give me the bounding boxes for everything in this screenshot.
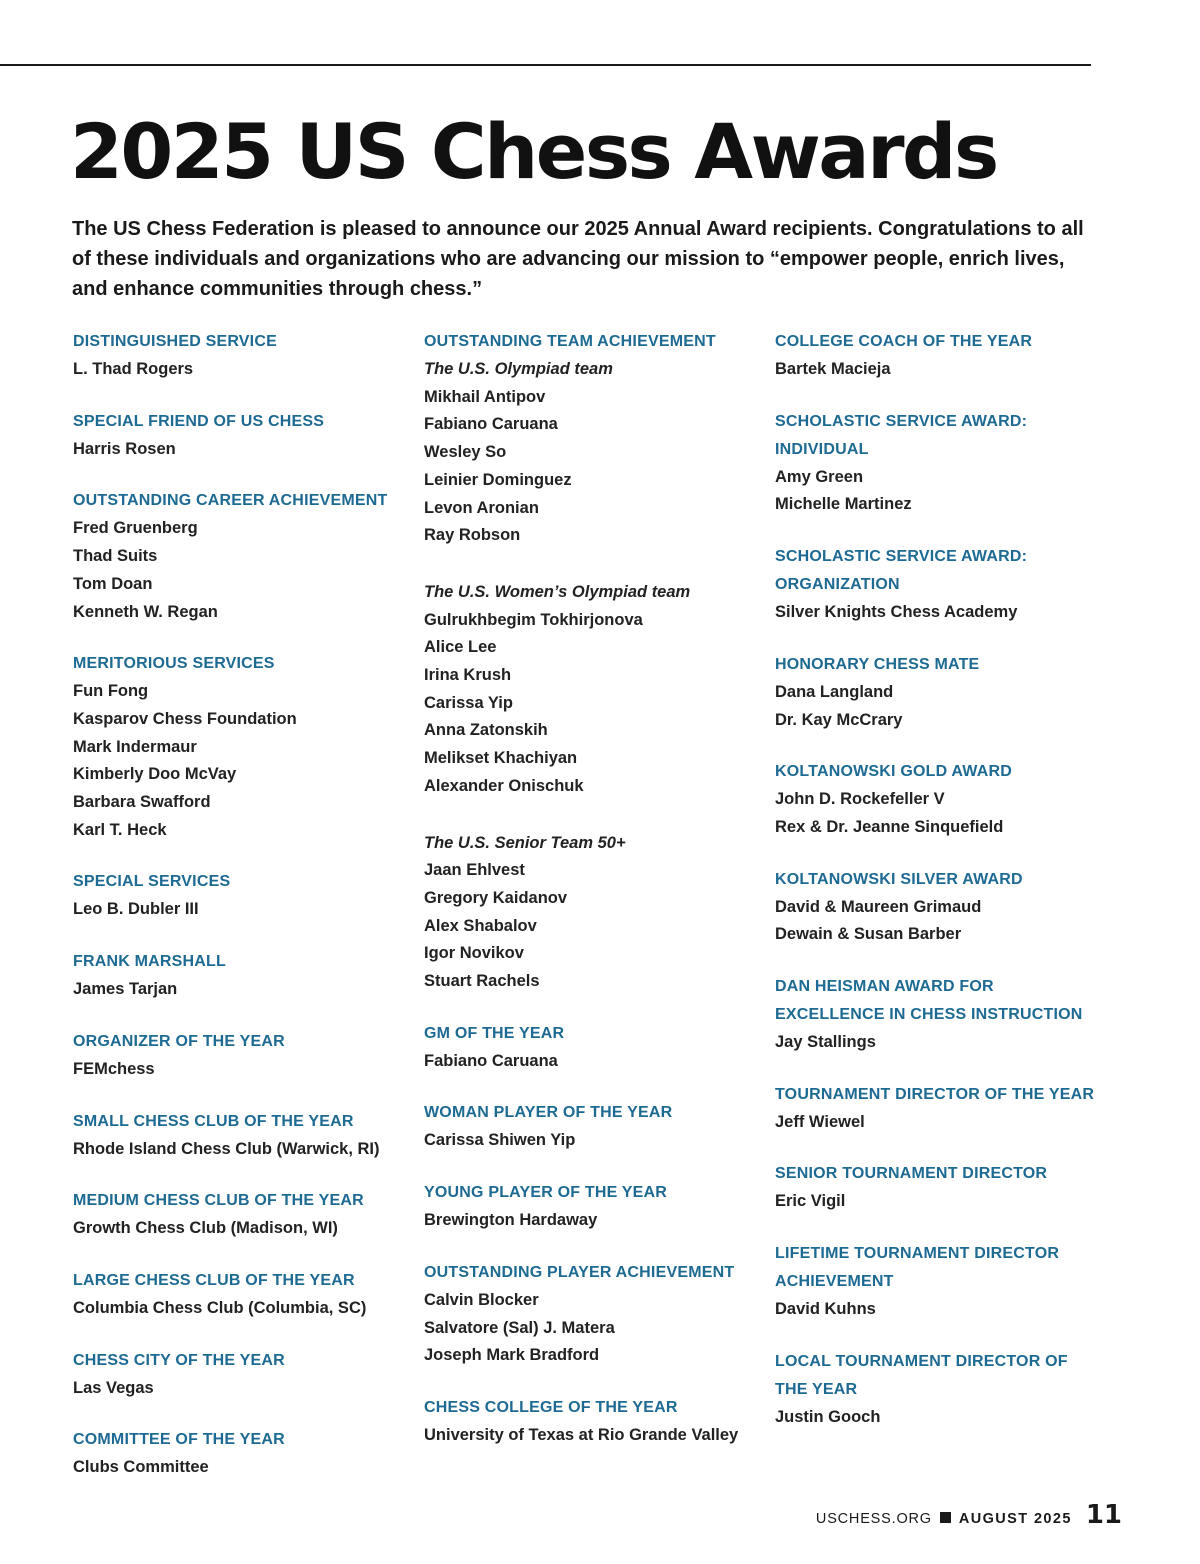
award-heading: SCHOLASTIC SERVICE AWARD: INDIVIDUAL bbox=[775, 412, 1028, 458]
award-heading: DISTINGUISHED SERVICE bbox=[73, 333, 277, 350]
team-group bbox=[424, 830, 764, 996]
award-section bbox=[73, 1426, 403, 1482]
award-heading: LARGE CHESS CLUB OF THE YEAR bbox=[73, 1271, 355, 1289]
team-member-name: Ray Robson bbox=[424, 526, 521, 545]
award-heading: CHESS CITY OF THE YEAR bbox=[73, 1351, 285, 1369]
award-heading: SPECIAL FRIEND OF US CHESS bbox=[73, 412, 325, 430]
team-member-name: Alex Shabalov bbox=[424, 916, 537, 935]
recipient-name: Mark Indermaur bbox=[73, 737, 197, 756]
recipient-name: Clubs Committee bbox=[73, 1458, 209, 1477]
award-heading: GM OF THE YEAR bbox=[424, 1024, 565, 1042]
recipient-name: Columbia Chess Club (Columbia, SC) bbox=[73, 1298, 367, 1317]
team-member-name: Anna Zatonskih bbox=[424, 721, 548, 740]
award-heading: CHESS COLLEGE OF THE YEAR bbox=[424, 1398, 678, 1416]
award-section bbox=[775, 1240, 1095, 1324]
page-title: 2025 US Chess Awards bbox=[70, 107, 997, 196]
recipient-name: Rex & Dr. Jeanne Sinquefield bbox=[775, 817, 1004, 836]
award-section bbox=[424, 1394, 764, 1450]
recipient-name: James Tarjan bbox=[73, 980, 178, 999]
team-member-name: Melikset Khachiyan bbox=[424, 749, 578, 768]
team-member-name: Wesley So bbox=[424, 443, 507, 462]
recipient-name: John D. Rockefeller V bbox=[775, 790, 945, 809]
team-label: The U.S. Olympiad team bbox=[424, 360, 613, 378]
recipient-name: Rhode Island Chess Club (Warwick, RI) bbox=[73, 1139, 380, 1158]
award-section bbox=[775, 866, 1095, 949]
award-section bbox=[775, 408, 1095, 519]
award-section bbox=[775, 1348, 1095, 1432]
award-section bbox=[424, 1259, 764, 1370]
recipient-name: Thad Suits bbox=[73, 547, 158, 566]
recipient-name: Karl T. Heck bbox=[73, 820, 167, 839]
award-section bbox=[775, 973, 1095, 1057]
page-number: 11 bbox=[1085, 1500, 1122, 1530]
recipient-name: Dana Langland bbox=[775, 682, 894, 701]
award-section bbox=[73, 328, 403, 384]
recipient-name: Jay Stallings bbox=[775, 1033, 876, 1052]
award-section bbox=[73, 1187, 403, 1243]
footer-site: USCHESS.ORG bbox=[815, 1511, 932, 1527]
recipient-name: Kasparov Chess Foundation bbox=[73, 709, 297, 728]
award-heading: DAN HEISMAN AWARD FOR EXCELLENCE IN CHESS INSTRUCTION bbox=[775, 978, 1083, 1024]
separator-square-icon bbox=[940, 1512, 951, 1523]
award-heading: MERITORIOUS SERVICES bbox=[73, 655, 275, 673]
award-section bbox=[73, 1267, 403, 1323]
team-member-name: Jaan Ehlvest bbox=[424, 861, 525, 880]
award-section bbox=[73, 1028, 403, 1084]
award-heading: MEDIUM CHESS CLUB OF THE YEAR bbox=[73, 1192, 364, 1210]
award-section bbox=[775, 543, 1095, 627]
award-heading: FRANK MARSHALL bbox=[73, 953, 227, 971]
award-section bbox=[73, 1347, 403, 1403]
award-heading: SPECIAL SERVICES bbox=[73, 873, 231, 891]
recipient-name: L. Thad Rogers bbox=[73, 360, 194, 378]
awards-column-1 bbox=[73, 328, 403, 1506]
award-section bbox=[775, 328, 1095, 384]
award-heading: LIFETIME TOURNAMENT DIRECTOR ACHIEVEMENT bbox=[775, 1245, 1060, 1291]
recipient-name: Harris Rosen bbox=[73, 439, 176, 458]
award-section bbox=[775, 1081, 1095, 1137]
recipient-name: Leo B. Dubler III bbox=[73, 900, 199, 919]
award-section bbox=[424, 328, 764, 996]
award-section bbox=[73, 1108, 403, 1164]
intro-paragraph: The US Chess Federation is pleased to announce our 2025 Annual Award recipients. Congratulations to all of these individuals and organizations who are advancing our mission to “empower people, enrich lives, and enhance communities through chess.” bbox=[72, 218, 1084, 300]
team-member-name: Gregory Kaidanov bbox=[424, 888, 568, 907]
footer-issue: AUGUST 2025 bbox=[958, 1511, 1072, 1527]
team-member-name: Fabiano Caruana bbox=[424, 415, 558, 434]
team-label: The U.S. Women’s Olympiad team bbox=[424, 582, 691, 601]
recipient-name: Michelle Martinez bbox=[775, 495, 912, 514]
recipient-name: Brewington Hardaway bbox=[424, 1211, 598, 1230]
awards-column-2 bbox=[424, 328, 764, 1474]
recipient-name: Tom Doan bbox=[73, 574, 153, 593]
award-heading: LOCAL TOURNAMENT DIRECTOR OF THE YEAR bbox=[775, 1352, 1068, 1398]
recipient-name: Eric Vigil bbox=[775, 1192, 846, 1211]
award-heading: COMMITTEE OF THE YEAR bbox=[73, 1431, 285, 1449]
team-group bbox=[424, 579, 764, 801]
award-section bbox=[424, 1020, 764, 1076]
recipient-name: Calvin Blocker bbox=[424, 1290, 539, 1309]
award-heading: TOURNAMENT DIRECTOR OF THE YEAR bbox=[775, 1085, 1095, 1103]
award-heading: HONORARY CHESS MATE bbox=[775, 655, 980, 673]
recipient-name: Kenneth W. Regan bbox=[73, 602, 218, 621]
award-heading: KOLTANOWSKI GOLD AWARD bbox=[775, 763, 1012, 781]
recipient-name: Salvatore (Sal) J. Matera bbox=[424, 1318, 615, 1337]
award-heading: YOUNG PLAYER OF THE YEAR bbox=[424, 1184, 668, 1202]
recipient-name: Carissa Shiwen Yip bbox=[424, 1131, 576, 1150]
recipient-name: Fabiano Caruana bbox=[424, 1051, 558, 1070]
recipient-name: Bartek Macieja bbox=[775, 360, 891, 378]
recipient-name: Growth Chess Club (Madison, WI) bbox=[73, 1219, 338, 1238]
recipient-name: Justin Gooch bbox=[775, 1407, 881, 1426]
award-section bbox=[775, 758, 1095, 841]
award-section bbox=[775, 1160, 1095, 1216]
recipient-name: Silver Knights Chess Academy bbox=[775, 603, 1018, 622]
recipient-name: David Kuhns bbox=[775, 1300, 876, 1319]
team-member-name: Irina Krush bbox=[424, 666, 512, 685]
award-section bbox=[424, 1179, 764, 1235]
award-heading: OUTSTANDING PLAYER ACHIEVEMENT bbox=[424, 1263, 735, 1281]
team-member-name: Stuart Rachels bbox=[424, 972, 540, 991]
award-heading: OUTSTANDING TEAM ACHIEVEMENT bbox=[424, 333, 716, 350]
recipient-name: University of Texas at Rio Grande Valley bbox=[424, 1425, 739, 1444]
team-member-name: Carissa Yip bbox=[424, 693, 513, 712]
award-section bbox=[73, 487, 403, 626]
team-label: The U.S. Senior Team 50+ bbox=[424, 833, 626, 852]
page-footer bbox=[816, 1500, 1122, 1530]
award-heading: COLLEGE COACH OF THE YEAR bbox=[775, 333, 1033, 350]
team-member-name: Igor Novikov bbox=[424, 944, 524, 963]
team-member-name: Alice Lee bbox=[424, 638, 497, 657]
recipient-name: Kimberly Doo McVay bbox=[73, 765, 237, 784]
recipient-name: Fred Gruenberg bbox=[73, 519, 198, 538]
award-heading: KOLTANOWSKI SILVER AWARD bbox=[775, 870, 1023, 888]
award-heading: ORGANIZER OF THE YEAR bbox=[73, 1032, 285, 1050]
team-member-name: Gulrukhbegim Tokhirjonova bbox=[424, 610, 643, 629]
award-heading: SMALL CHESS CLUB OF THE YEAR bbox=[73, 1112, 354, 1130]
recipient-name: Jeff Wiewel bbox=[775, 1112, 865, 1131]
team-member-name: Mikhail Antipov bbox=[424, 387, 546, 406]
award-section bbox=[73, 948, 403, 1004]
team-member-name: Leinier Dominguez bbox=[424, 470, 572, 489]
award-section bbox=[73, 650, 403, 844]
recipient-name: Amy Green bbox=[775, 467, 864, 486]
award-heading: OUTSTANDING CAREER ACHIEVEMENT bbox=[73, 492, 388, 510]
recipient-name: Dewain & Susan Barber bbox=[775, 925, 962, 944]
recipient-name: Fun Fong bbox=[73, 682, 149, 701]
recipient-name: Las Vegas bbox=[73, 1378, 154, 1397]
recipient-name: Dr. Kay McCrary bbox=[775, 710, 903, 729]
award-heading: SENIOR TOURNAMENT DIRECTOR bbox=[775, 1165, 1048, 1183]
award-heading: WOMAN PLAYER OF THE YEAR bbox=[424, 1104, 673, 1122]
award-section bbox=[73, 868, 403, 924]
team-member-name: Levon Aronian bbox=[424, 498, 539, 517]
award-section bbox=[424, 1099, 764, 1155]
recipient-name: Joseph Mark Bradford bbox=[424, 1346, 600, 1365]
award-heading: SCHOLASTIC SERVICE AWARD: ORGANIZATION bbox=[775, 548, 1028, 594]
awards-column-3 bbox=[775, 328, 1095, 1456]
recipient-name: David & Maureen Grimaud bbox=[775, 897, 982, 916]
team-group bbox=[424, 356, 764, 550]
recipient-name: FEMchess bbox=[73, 1059, 155, 1078]
recipient-name: Barbara Swafford bbox=[73, 793, 211, 812]
top-rule bbox=[0, 64, 1091, 66]
award-section bbox=[73, 408, 403, 464]
team-member-name: Alexander Onischuk bbox=[424, 776, 584, 795]
award-section bbox=[775, 651, 1095, 734]
